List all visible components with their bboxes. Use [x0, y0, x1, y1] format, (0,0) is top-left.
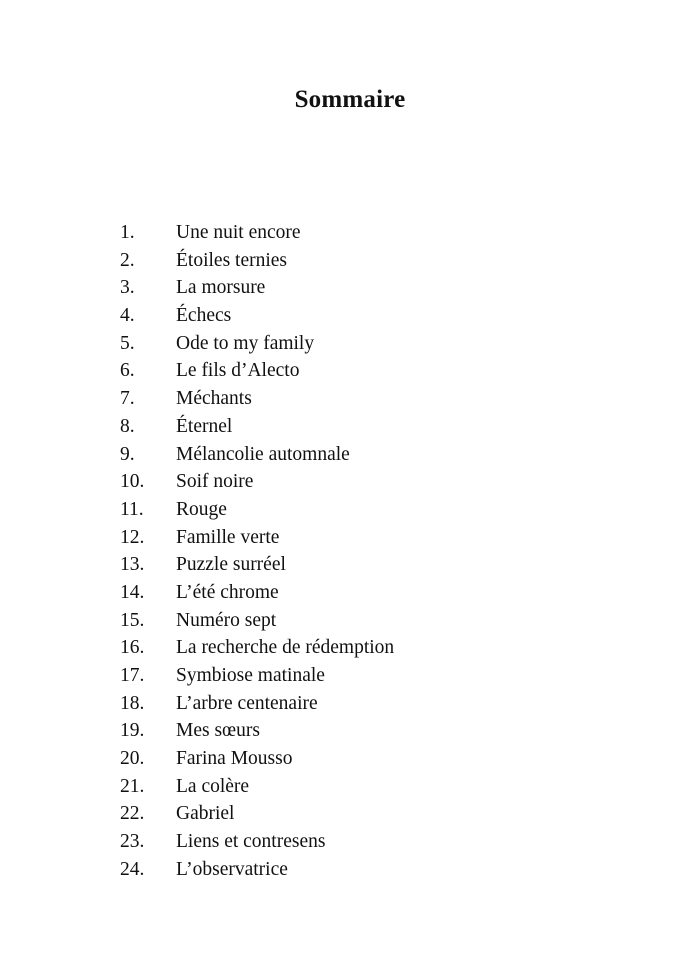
toc-entry — [0, 745, 700, 773]
toc-entry — [0, 551, 700, 579]
toc-entry-title: Le fils d’Alecto — [176, 360, 300, 382]
toc-entry — [0, 385, 700, 413]
toc-entry-number: 13. — [120, 554, 145, 576]
toc-entry — [0, 773, 700, 801]
toc-entry-title: Mes sœurs — [176, 720, 260, 742]
toc-entry-number: 4. — [120, 305, 135, 327]
toc-entry — [0, 274, 700, 302]
toc-entry-number: 3. — [120, 277, 135, 299]
toc-entry-title: Éternel — [176, 415, 233, 437]
toc-entry-number: 8. — [120, 415, 135, 437]
toc-entry-number: 6. — [120, 360, 135, 382]
toc-entry-number: 22. — [120, 803, 145, 825]
toc-entry-title: Gabriel — [176, 803, 235, 825]
toc-entry — [0, 662, 700, 690]
toc-entry-number: 2. — [120, 249, 135, 271]
toc-entry — [0, 219, 700, 247]
toc-entry-title: Liens et contresens — [176, 831, 326, 853]
toc-entry — [0, 828, 700, 856]
toc-entry — [0, 330, 700, 358]
toc-entry-title: La morsure — [176, 277, 266, 299]
toc-entry — [0, 607, 700, 635]
toc-entry-number: 24. — [120, 858, 145, 880]
toc-entry-title: L’été chrome — [176, 581, 279, 603]
toc-entry — [0, 634, 700, 662]
toc-entry-title: Famille verte — [176, 526, 280, 548]
toc-entry — [0, 717, 700, 745]
toc-entry-title: Rouge — [176, 498, 227, 520]
toc-entry — [0, 579, 700, 607]
toc-entry-title: Mélancolie automnale — [176, 443, 350, 465]
toc-entry-title: Farina Mousso — [176, 748, 293, 770]
toc-entry-title: La colère — [176, 775, 250, 797]
toc-entry — [0, 357, 700, 385]
toc-entry-title: Méchants — [176, 388, 252, 410]
toc-entry-title: Ode to my family — [176, 332, 315, 354]
toc-entry-number: 17. — [120, 665, 145, 686]
toc-entry — [0, 441, 700, 469]
toc-entry-number: 21. — [120, 775, 145, 797]
toc-entry — [0, 856, 700, 884]
toc-entry-number: 10. — [120, 471, 145, 493]
toc-entry — [0, 690, 700, 718]
toc-entry — [0, 468, 700, 496]
toc-entry-number: 5. — [120, 332, 135, 354]
toc-entry-number: 20. — [120, 748, 145, 770]
toc-entry-number: 16. — [120, 637, 145, 659]
toc-entry-title: Soif noire — [176, 471, 254, 493]
toc-entry-title: Puzzle surréel — [176, 554, 286, 576]
toc-entry-title: Symbiose matinale — [176, 665, 325, 686]
toc-entry-number: 19. — [120, 720, 145, 742]
toc-entry-title: Numéro sept — [176, 609, 277, 631]
toc-entry — [0, 302, 700, 330]
toc-entry — [0, 524, 700, 552]
toc-entry-title: La recherche de rédemption — [176, 637, 395, 659]
toc-entry-title: Échecs — [176, 305, 232, 327]
toc-entry-title: Une nuit encore — [176, 222, 301, 243]
toc-entry-title: L’arbre centenaire — [176, 692, 318, 714]
toc-entry-number: 11. — [120, 498, 144, 520]
toc-entry-number: 23. — [120, 831, 145, 853]
toc-entry — [0, 413, 700, 441]
toc-entry-number: 1. — [120, 222, 135, 243]
toc-entry-title: Étoiles ternies — [176, 249, 288, 271]
toc-entry-number: 14. — [120, 581, 145, 603]
toc-entry-number: 18. — [120, 692, 145, 714]
toc-entry-number: 12. — [120, 526, 145, 548]
toc-entry — [0, 800, 700, 828]
toc-entry-number: 7. — [120, 388, 135, 410]
table-of-contents — [0, 219, 700, 884]
toc-entry — [0, 496, 700, 524]
toc-entry-number: 9. — [120, 443, 135, 465]
toc-entry-title: L’observatrice — [176, 858, 288, 880]
page-title: Sommaire — [294, 86, 406, 113]
toc-entry-number: 15. — [120, 609, 145, 631]
toc-entry — [0, 247, 700, 275]
